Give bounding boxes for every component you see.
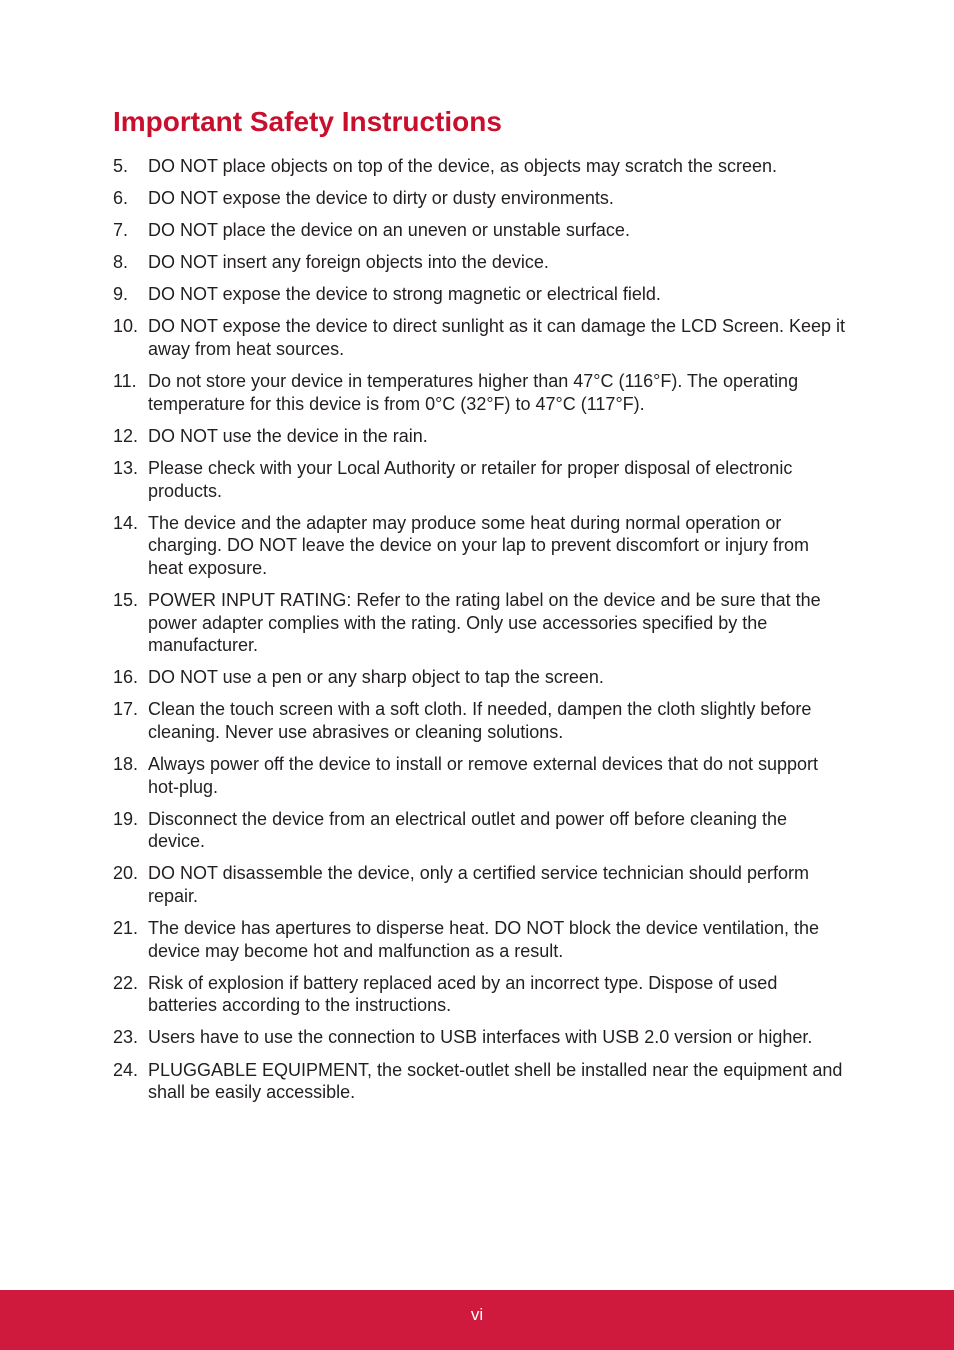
item-text: DO NOT insert any foreign objects into the device. [148, 252, 549, 273]
item-number: 24. [113, 1059, 139, 1080]
item-number: 19. [113, 808, 139, 829]
item-text: DO NOT use a pen or any sharp object to tap the screen. [148, 667, 604, 688]
item-text: DO NOT expose the device to direct sunlight as it can damage the LCD Screen. Keep it away from heat sources. [148, 316, 846, 360]
page-title: Important Safety Instructions [113, 106, 502, 137]
item-text: DO NOT disassemble the device, only a certified service technician should perform repair. [148, 863, 809, 906]
item-number: 20. [113, 863, 139, 884]
item-text: Users have to use the connection to USB interfaces with USB 2.0 version or higher. [148, 1027, 813, 1048]
list-item [113, 808, 848, 853]
item-text: POWER INPUT RATING: Refer to the rating label on the device and be sure that the power adapter complies with the rating. Only use accessories specified by the manufacturer. [148, 589, 821, 656]
list-item [113, 666, 848, 689]
list-item [113, 425, 848, 448]
item-number: 6. [113, 188, 129, 209]
list-item [113, 457, 848, 502]
item-text: DO NOT place the device on an uneven or unstable surface. [148, 220, 630, 241]
item-number: 22. [113, 972, 139, 993]
list-item [113, 187, 848, 210]
item-text: Clean the touch screen with a soft cloth. If needed, dampen the cloth slightly before cleaning. Never use abrasives or cleaning solutions. [148, 699, 812, 742]
item-text: The device and the adapter may produce some heat during normal operation or charging. DO NOT leave the device on your lap to prevent discomfort or injury from heat exposure. [148, 512, 809, 578]
list-item [113, 698, 848, 743]
item-number: 5. [113, 156, 129, 176]
list-item [113, 219, 848, 242]
list-item [113, 972, 848, 1017]
item-text: The device has apertures to disperse heat. DO NOT block the device ventilation, the device may become hot and malfunction as a result. [148, 918, 820, 961]
list-item [113, 155, 848, 178]
list-item [113, 1059, 848, 1104]
page-number: vi [470, 1305, 484, 1324]
item-number: 18. [113, 753, 139, 774]
list-item [113, 512, 848, 580]
item-text: Do not store your device in temperatures higher than 47°C (116°F). The operating temperature for this device is from 0°C (32°F) to 47°C (117°F). [148, 371, 799, 414]
item-number: 14. [113, 512, 139, 533]
list-item [113, 370, 848, 415]
item-number: 13. [113, 457, 139, 478]
item-text: Please check with your Local Authority or retailer for proper disposal of electronic products. [148, 457, 793, 501]
item-number: 17. [113, 699, 139, 720]
item-number: 21. [113, 918, 139, 939]
list-item [113, 251, 848, 274]
list-item [113, 283, 848, 306]
instructions-list [113, 155, 848, 1113]
item-text: Always power off the device to install or remove external devices that do not support hot-plug. [148, 753, 819, 797]
item-text: PLUGGABLE EQUIPMENT, the socket-outlet shell be installed near the equipment and shall be easily accessible. [148, 1059, 843, 1103]
item-text: Disconnect the device from an electrical outlet and power off before cleaning the device. [148, 808, 788, 852]
item-text: DO NOT place objects on top of the device, as objects may scratch the screen. [148, 156, 777, 176]
item-text: Risk of explosion if battery replaced aced by an incorrect type. Dispose of used batteries according to the instructions. [148, 972, 778, 1016]
item-number: 15. [113, 589, 139, 610]
item-number: 10. [113, 316, 139, 337]
list-item [113, 589, 848, 657]
list-item [113, 753, 848, 798]
list-item [113, 917, 848, 962]
list-item [113, 315, 848, 360]
item-text: DO NOT expose the device to dirty or dusty environments. [148, 188, 614, 209]
item-number: 9. [113, 284, 129, 305]
item-text: DO NOT use the device in the rain. [148, 425, 428, 446]
item-number: 7. [113, 220, 129, 241]
item-number: 16. [113, 667, 139, 688]
item-number: 23. [113, 1027, 139, 1048]
item-text: DO NOT expose the device to strong magnetic or electrical field. [148, 284, 661, 305]
list-item [113, 862, 848, 907]
item-number: 8. [113, 252, 129, 273]
item-number: 11. [113, 371, 137, 392]
list-item [113, 1026, 848, 1049]
item-number: 12. [113, 425, 139, 446]
